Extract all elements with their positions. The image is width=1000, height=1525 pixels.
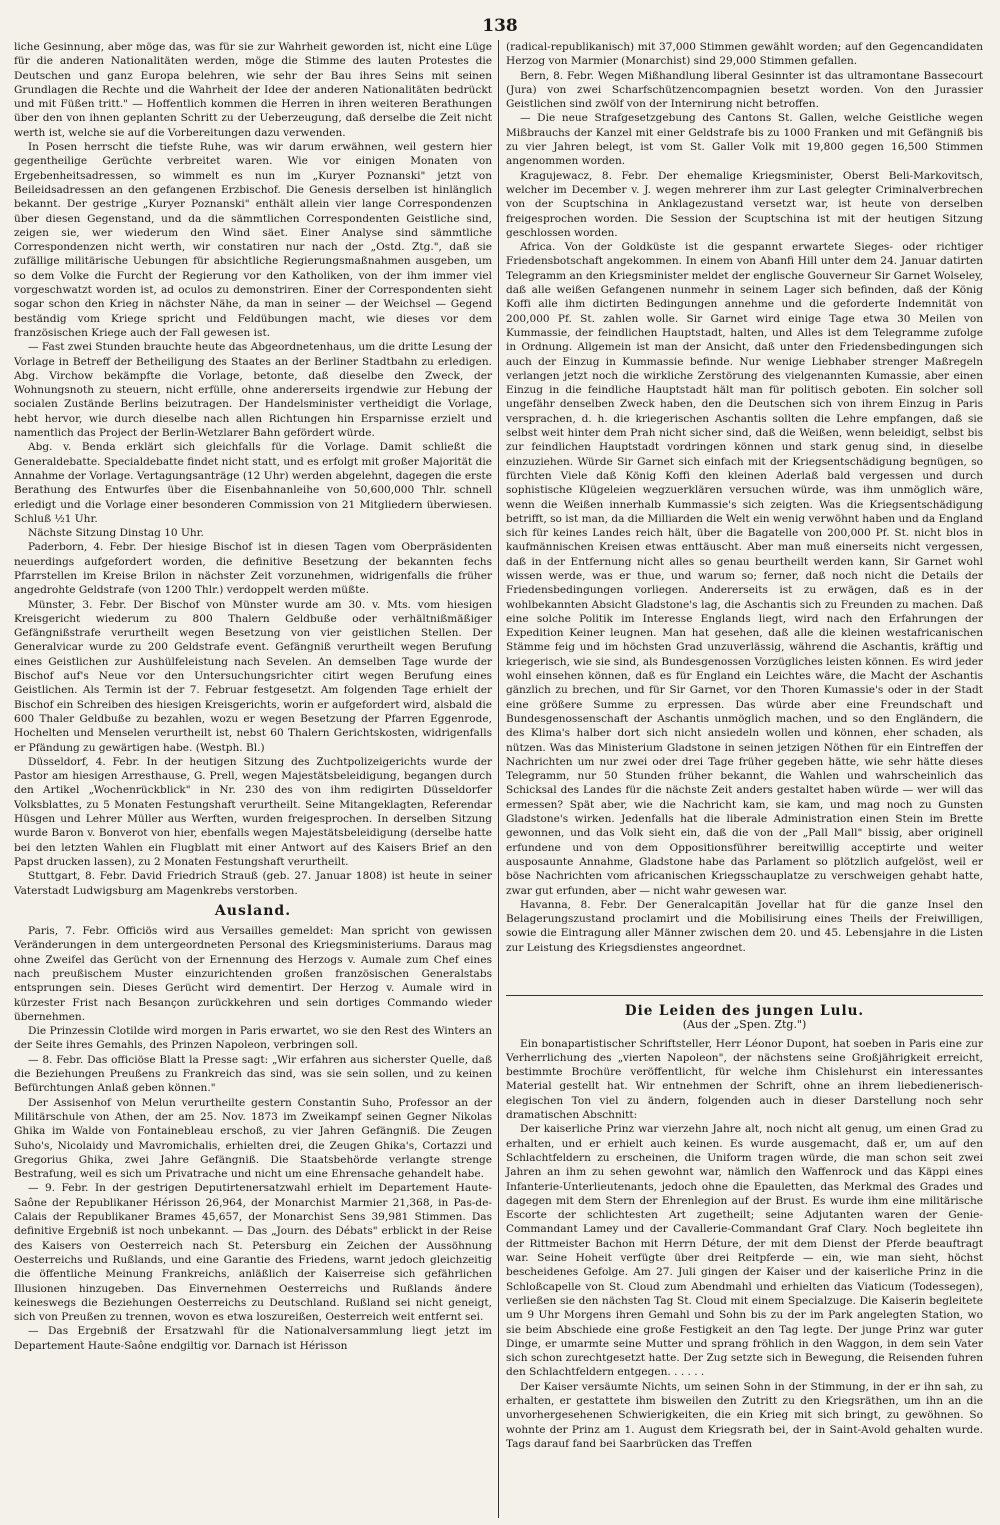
article-paragraph: Kragujewacz, 8. Febr. Der ehemalige Kriegsminister, Oberst Beli-Markovitsch, welcher im December v. J. wegen mehrerer ihm zur Last gelegter Criminalverbrechen von der Scuptschina in Anklagezustand versetzt war, ist heute von derselben freigesprochen worden. Die Session der Scuptschina ist mit der heutigen Sitzung geschlossen worden.	[506, 169, 983, 239]
feuilleton-divider	[506, 995, 983, 996]
article-paragraph: — 9. Febr. In der gestrigen Deputirtenersatzwahl erhielt im Departement Haute-Saône der Republikaner Hérisson 26,964, der Monarchist Marmier 21,368, in Pas-de-Calais der Republikaner Brames 45,657, der Monarchist Sens 39,981 Stimmen. Das definitive Ergebniß ist noch unbekannt. — Das „Journ. des Débats" erblickt in der Reise des Kaisers von Oesterreich nach St. Petersburg ein Zeichen der Aussöhnung Oesterreichs und Rußlands, und eine Garantie des Friedens, warnt jedoch gleichzeitig die öffentliche Meinung Frankreichs, anläßlich der Kaiserreise sich gefährlichen Illusionen hinzugeben. Das Einvernehmen Oesterreichs und Rußlands ändere keineswegs die Beziehungen Oesterreichs zu Deutschland. Rußland sei nicht geneigt, sich von Preußen zu trennen, wovon es etwa loszureißen, Oesterreich weit entfernt sei.	[14, 1182, 492, 1324]
right-column	[499, 40, 983, 1518]
feuilleton-body	[506, 1037, 983, 1452]
article-paragraph: Africa. Von der Goldküste ist die gespannt erwartete Sieges- oder richtiger Friedensbotschaft angekommen. In einem von Abanfi Hill unter dem 24. Januar datirten Telegramm an den Kriegsminister meldet der englische Gouverneur Sir Garnet Wolseley, daß alle weißen Gefangenen nunmehr in seinem Lager sich befinden, daß der König Koffi alle ihm dictirten Bedingungen annehme und die geforderte Indemnität von 200,000 Pf. St. zahlen wolle. Sir Garnet wird einige Tage etwa 30 Meilen von Kummassie, der feindlichen Hauptstadt, halten, und Alles ist dem Telegramme zufolge in Ordnung. Allgemein ist man der Ansicht, daß unter den Friedensbedingungen sich auch der Einzug in Kummassie befinde. Nur wenige Liebhaber strenger Maßregeln verlangen jetzt noch die wirkliche Zerstörung des vielgenannten Kumassie, aber einen Einzug in die feindliche Hauptstadt hält man für politisch geboten. Ein solcher soll ungefähr denselben Zweck haben, den die Deutschen sich von ihrem Einzug in Paris versprachen, d. h. die kriegerischen Aschantis sollten die Lehre empfangen, daß sie selbst weit hinter dem Prah nicht sicher sind, daß die Weißen, wenn beleidigt, selbst bis zur feindlichen Hauptstadt vordringen können und stark genug sind, in dieselbe einzuziehen. Würde Sir Garnet sich einfach mit der Kriegsentschädigung begnügen, so fürchten Viele daß König Koffi den kleinen Aderlaß bald vergessen und durch sophistische Klügeleien wegzuerklären versuchen würde, was ihm unmöglich wäre, wenn die Weißen innerhalb Kummassie's sich zeigten. Was die Kriegsentschädigung betrifft, so ist man, da die Milliarden die Welt ein wenig verwöhnt haben und da England sich für keines Landes reich hält, über die Bagatelle von 200,000 Pf. St. nicht blos in kaufmännischen Kreisen etwas enttäuscht. Aber man muß einerseits nicht vergessen, daß in der Entfernung nicht alles so genau beurtheilt werden kann, Sir Garnet wohl wissen werde, was er thue, und warum so; ferner, daß noch nicht die Details der Friedensbedingungen vorliegen. Andererseits ist zu erwägen, daß es in der wohlbekannten Absicht Gladstone's lag, die Aschantis sich zu Freunden zu machen. Daß eine solche Politik im Interesse Englands liegt, wird nach den Erfahrungen der Expedition Keiner leugnen. Man hat gesehen, daß alle die kleinen westafricanischen Stämme feig und im höchsten Grad unzuverlässig, während die Aschantis, kräftig und kriegerisch, wie sie sind, als Bundesgenossen Vorzügliches leisten können. Es wird jeder wohl einsehen können, daß es für England ein Leichtes wäre, die Macht der Aschantis gänzlich zu brechen, und für Sir Garnet, vor den Thoren Kumassie's oder in der Stadt eine größere Summe zu erpressen. Das würde aber eine Freundschaft und Bundesgenossenschaft der Aschantis unmöglich machen, und so den Engländern, die des Klima's halber dort sich nicht ansiedeln wollen und können, eher schaden, als nützen. Was das Ministerium Gladstone in seinen jetzigen Nöthen für ein Eintreffen der Nachrichten um nur zwei oder drei Tage früher gegeben hätte, wie sehr hätte dieses Telegramm, nur 50 Stunden früher bekannt, die Wahlen und wahrscheinlich das Schicksal des Landes für die nächste Zeit anders gestaltet haben würde — wer will das ermessen? Spät aber, wie die Nachricht kam, sie kam, und mag noch zu Gunsten Gladstone's wirken. Jedenfalls hat die liberale Administration einen Stein im Brette gewonnen, und das Volk sieht ein, daß die von der „Pall Mall" bissig, aber originell erfundene und von dem Oppositionsführer bereitwillig acceptirte und weiter ausposaunte Annahme, Gladstone habe das Parlament so plötzlich aufgelöst, weil er böse Nachrichten vom africanischen Kriegsschauplatze zu verschweigen gehabt hatte, zwar gut erfunden, aber — nicht wahr gewesen war.	[506, 241, 983, 897]
article-paragraph: liche Gesinnung, aber möge das, was für sie zur Wahrheit geworden ist, nicht eine Lüge für die anderen Nationalitäten werden, möge die Stimme des lauten Protestes die Deutschen und ganz Europa belehren, wie sehr der Bau ihres Seins mit seinen Grundlagen die Rechte und die Wahrheit der Idee der anderen Nationalitäten bedrückt und mit Füßen tritt." — Hoffentlich kommen die Herren in ihren weiteren Berathungen über den von ihnen geplanten Schritt zu der Ueberzeugung, daß derselbe die Zeit nicht werth ist, welche sie auf die Vorbereitungen dazu verwenden.	[14, 41, 492, 139]
article-paragraph: Nächste Sitzung Dinstag 10 Uhr.	[28, 527, 204, 540]
article-paragraph: Der kaiserliche Prinz war vierzehn Jahre alt, noch nicht alt genug, um einen Grad zu erhalten, und er erhielt auch keinen. Es wurde ausgemacht, daß er, um auf den Schlachtfeldern zu erscheinen, die Uniform tragen würde, die man schon seit zwei Jahren an ihm zu sehen gewohnt war, nämlich den Waffenrock und das Käppi eines Infanterie-Unterlieutenants, jedoch ohne die Epauletten, das Merkmal des Grades und dagegen mit dem Stern der Ehrenlegion auf der Brust. Es wurde ihm eine militärische Escorte der schlichtesten Art zugetheilt; seine Adjutanten waren der Genie-Commandant Lamey und der Cavallerie-Commandant Graf Clary. Noch begleitete ihn der Rittmeister Bachon mit Herrn Déture, der mit dem Dienst der Pferde beauftragt war. Seine Hoheit verfügte über drei Reitpferde — ein, wie man sieht, höchst bescheidenes Gefolge. Am 27. Juli gingen der Kaiser und der kaiserliche Prinz in die Schloßcapelle von St. Cloud zum Abendmahl und erhielten das Viaticum (Todessegen), verließen sie den nächsten Tag St. Cloud mit einem Specialzuge. Die Kaiserin begleitete um 9 Uhr Morgens ihren Gemahl und Sohn bis zu der im Park angelegten Station, wo sie beim Abschiede eine große Festigkeit an den Tag legte. Der junge Prinz war guter Dinge, er umarmte seine Mutter und sprang fröhlich in den Waggon, in dem sein Vater sich schon zurechtgesetzt hatte. Der Zug setzte sich in Bewegung, die Reisenden fuhren den Schlachtfeldern entgegen. . . . . .	[506, 1123, 983, 1379]
article-paragraph: Ein bonapartistischer Schriftsteller, Herr Léonor Dupont, hat soeben in Paris eine zur Verherrlichung des „vierten Napoleon", der nächstens seine Großjährigkeit erreicht, bestimmte Brochüre veröffentlicht, für welche ihm Chislehurst ein interessantes Material gestellt hat. Wir entnehmen der Schrift, ohne an ihrem liebedienerisch-elegischen Ton viel zu ändern, folgenden auch in dieser Darstellung noch sehr dramatischen Abschnitt:	[506, 1037, 983, 1122]
article-paragraph: Der Assisenhof von Melun verurtheilte gestern Constantin Suho, Professor an der Militärschule von Athen, der am 25. Nov. 1873 im Zweikampf seinen Gegner Nikolas Ghika im Walde von Fontainebleau erschoß, zu vier Jahren Gefängniß. Die Zeugen Suho's, Nicolaidy und Mavromichalis, erhielten drei, die Zeugen Ghika's, Cortazzi und Gregorius Ghika, zwei Jahre Gefängniß. Die Staatsbehörde verlangte strenge Bestrafung, weil es sich um Privatrache und nicht um eine Ehrensache gehandelt habe.	[14, 1096, 492, 1181]
article-paragraph: Düsseldorf, 4. Febr. In der heutigen Sitzung des Zuchtpolizeigerichts wurde der Pastor am hiesigen Arresthause, G. Prell, wegen Majestätsbeleidigung, begangen durch den Artikel „Wochenrückblick" in Nr. 230 des von ihm redigirten Düsseldorfer Volksblattes, zu 5 Monaten Festungshaft verurtheilt. Seine Mitangeklagten, Referendar Hüsgen und Lehrer Müller aus Werften, wurden freigesprochen. In derselben Sitzung wurde Baron v. Bonverot von hier, ebenfalls wegen Majestätsbeleidigung (derselbe hatte bei den letzten Wahlen ein Flugblatt mit einer Antwort auf des Kaisers Brief an den Papst drucken lassen), zu 2 Monaten Festungshaft verurtheilt.	[14, 755, 492, 868]
feuilleton-source: (Aus der „Spen. Ztg.")	[682, 1018, 807, 1032]
article-paragraph: — 8. Febr. Das officiöse Blatt la Presse sagt: „Wir erfahren aus sicherster Quelle, daß die Beziehungen Preußens zu Frankreich das sind, was sie sein sollen, und zu keinen Befürchtungen Anlaß geben können."	[14, 1053, 492, 1095]
page-number: 138	[482, 16, 518, 36]
article-paragraph: Havanna, 8. Febr. Der Generalcapitän Jovellar hat für die ganze Insel den Belagerungszustand proclamirt und die Mobilisirung eines Theils der Freiwilligen, sowie die Eintragung aller Männer zwischen dem 20. und 45. Lebensjahre in die Listen zur Leistung des Kriegsdienstes angeordnet.	[506, 898, 983, 954]
right-column-news	[506, 40, 983, 955]
feuilleton-title: Die Leiden des jungen Lulu.	[624, 1003, 865, 1019]
article-paragraph: (radical-republikanisch) mit 37,000 Stimmen gewählt worden; auf den Gegencandidaten Herzog von Marmier (Monarchist) sind 29,000 Stimmen gefallen.	[506, 41, 983, 68]
article-paragraph: — Fast zwei Stunden brauchte heute das Abgeordnetenhaus, um die dritte Lesung der Vorlage in Betreff der Betheiligung des Staates an der Berliner Stadtbahn zu erledigen. Abg. Virchow bekämpfte die Vorlage, betonte, daß dieselbe den Zweck, der Wohnungsnoth zu steuern, nicht erfülle, ohne andererseits irgendwie zur Hebung der socialen Zustände Berlins beizutragen. Der Handelsminister vertheidigt die Vorlage, hebt hervor, wie durch dieselbe nach allen Richtungen hin Ersparnisse erzielt und namentlich das Project der Berlin-Wetzlarer Bahn gefördert würde.	[14, 341, 492, 440]
article-paragraph: Stuttgart, 8. Febr. David Friedrich Strauß (geb. 27. Januar 1808) ist heute in seiner Vaterstadt Ludwigsburg am Magenkrebs verstorben.	[14, 870, 492, 897]
article-paragraph: In Posen herrscht die tiefste Ruhe, was wir darum erwähnen, weil gestern hier gegentheilige Gerüchte verbreitet waren. Wie vor einigen Monaten von Ergebenheitsadressen, so wimmelt es nun im „Kuryer Poznanski" jetzt von Beileidsadressen an den gefangenen Erzbischof. Die Genesis derselben ist hinlänglich bekannt. Der gestrige „Kuryer Poznanski" enthält allein vier lange Correspondenzen über diesen Gegenstand, und da die sämmtlichen Correspondenten Geistliche sind, zeigen sie, wer wiederum den Wind säet. Einer Analyse sind sämmtliche Correspondenzen nicht werth, wir constatiren nur nach der „Ostd. Ztg.", daß sie zufällige militärische Uebungen für absichtliche Regierungsmaßnahmen ausgeben, um so dem Volke die Furcht der Regierung vor den Katholiken, von der ihm immer viel vorgeschwatzt worden ist, ad oculos zu demonstriren. Einer der Correspondenten sieht sogar schon den Krieg in nächster Nähe, da man in seiner — der Weichsel — Gegend beständig vom Kriege spricht und Feldübungen macht, wie dieses vor dem französischen Kriege auch der Fall gewesen ist.	[14, 141, 492, 339]
article-paragraph: Der Kaiser versäumte Nichts, um seinen Sohn in der Stimmung, in der er ihn sah, zu erhalten, er gestattete ihm bisweilen den Zutritt zu den Kriegsräthen, um ihn an die unvorhergesehenen Schwierigkeiten, die ein Krieg mit sich bringt, zu gewöhnen. So wohnte der Prinz am 1. August dem Kriegsrath bei, der in Saint-Avold gehalten wurde. Tags darauf fand bei Saarbrücken das Treffen	[506, 1380, 983, 1450]
left-column	[14, 40, 498, 1518]
left-column-foreign-news	[14, 924, 492, 1353]
article-paragraph: — Das Ergebniß der Ersatzwahl für die Nationalversammlung liegt jetzt im Departement Haute-Saône endgiltig vor. Darnach ist Hérisson	[14, 1325, 492, 1352]
column-layout	[14, 40, 986, 1518]
article-paragraph: — Die neue Strafgesetzgebung des Cantons St. Gallen, welche Geistliche wegen Mißbrauchs der Kanzel mit einer Geldstrafe bis zu 1000 Franken und mit Gefängniß bis zu vier Jahren belegt, ist vom St. Galler Volk mit 19,800 gegen 16,500 Stimmen angenommen worden.	[506, 112, 983, 168]
article-paragraph: Abg. v. Benda erklärt sich gleichfalls für die Vorlage. Damit schließt die Generaldebatte. Specialdebatte findet nicht statt, und es erfolgt mit großer Majorität die Annahme der Vorlage. Vertagungsanträge (12 Uhr) werden abgelehnt, dagegen die erste Berathung des Entwurfes über die Eisenbahnanleihe von 50,600,000 Thlr. schnell erledigt und die Vorlage einer besonderen Commission von 21 Mitgliedern überwiesen. Schluß ½1 Uhr.	[14, 441, 492, 525]
article-paragraph: Die Prinzessin Clotilde wird morgen in Paris erwartet, wo sie den Rest des Winters an der Seite ihres Gemahls, des Prinzen Napoleon, verbringen soll.	[14, 1025, 492, 1052]
left-column-news	[14, 40, 492, 898]
article-paragraph: Paderborn, 4. Febr. Der hiesige Bischof ist in diesen Tagen vom Oberpräsidenten neuerdings aufgefordert worden, die definitive Besetzung der bekannten fechs Pfarrstellen im Kreise Brilon in nächster Zeit vorzunehmen, widrigenfalls die früher angedrohte Geldstrafe (von 1200 Thlr.) verdoppelt werden müßte.	[14, 541, 492, 597]
article-paragraph: Bern, 8. Febr. Wegen Mißhandlung liberal Gesinnter ist das ultramontane Bassecourt (Jura) von zwei Scharfschützencompagnien besetzt worden. Von den Jurassier Geistlichen sind zwölf von der Internirung nicht betroffen.	[506, 69, 983, 111]
section-heading-ausland: Ausland.	[214, 902, 292, 919]
article-paragraph: Paris, 7. Febr. Officiös wird aus Versailles gemeldet: Man spricht von gewissen Veränderungen in dem untergeordneten Personal des Kriegsministeriums. Daraus mag ohne Zweifel das Gerücht von der Ernennung des Herzogs v. Aumale zum Chef eines nach preußischem Muster einzurichtenden großen französischen Generalstabs entsprungen sein. Dieses Gerücht wird dementirt. Der Herzog v. Aumale wird in kürzester Frist nach Besançon zurückkehren und sein dortiges Commando wieder übernehmen.	[14, 925, 492, 1023]
article-paragraph: Münster, 3. Febr. Der Bischof von Münster wurde am 30. v. Mts. vom hiesigen Kreisgericht wiederum zu 800 Thalern Geldbuße oder verhältnißmäßiger Gefängnißstrafe verurtheilt wegen Besetzung von vier geistlichen Stellen. Der Generalvicar wurde zu 200 Geldstrafe event. Gefängniß verurtheilt wegen Berufung eines Geistlichen zur Aushülfeleistung nach Sevelen. An demselben Tage wurde der Bischof auf's Neue vor den Untersuchungsrichter citirt wegen Berufung eines Geistlichen. Als Termin ist der 7. Februar festgesetzt. Am folgenden Tage erhielt der Bischof ein Schreiben des hiesigen Kreisgerichts, worin er aufgefordert wird, alsbald die 600 Thaler Geldbuße zu bezahlen, wozu er wegen Besetzung der Pfarren Eggenrode, Hochelten und Menselen verurtheilt ist, nebst 60 Thalern Gerichtskosten, widrigenfalls er Pfändung zu gewärtigen habe. (Westph. Bl.)	[14, 598, 492, 754]
